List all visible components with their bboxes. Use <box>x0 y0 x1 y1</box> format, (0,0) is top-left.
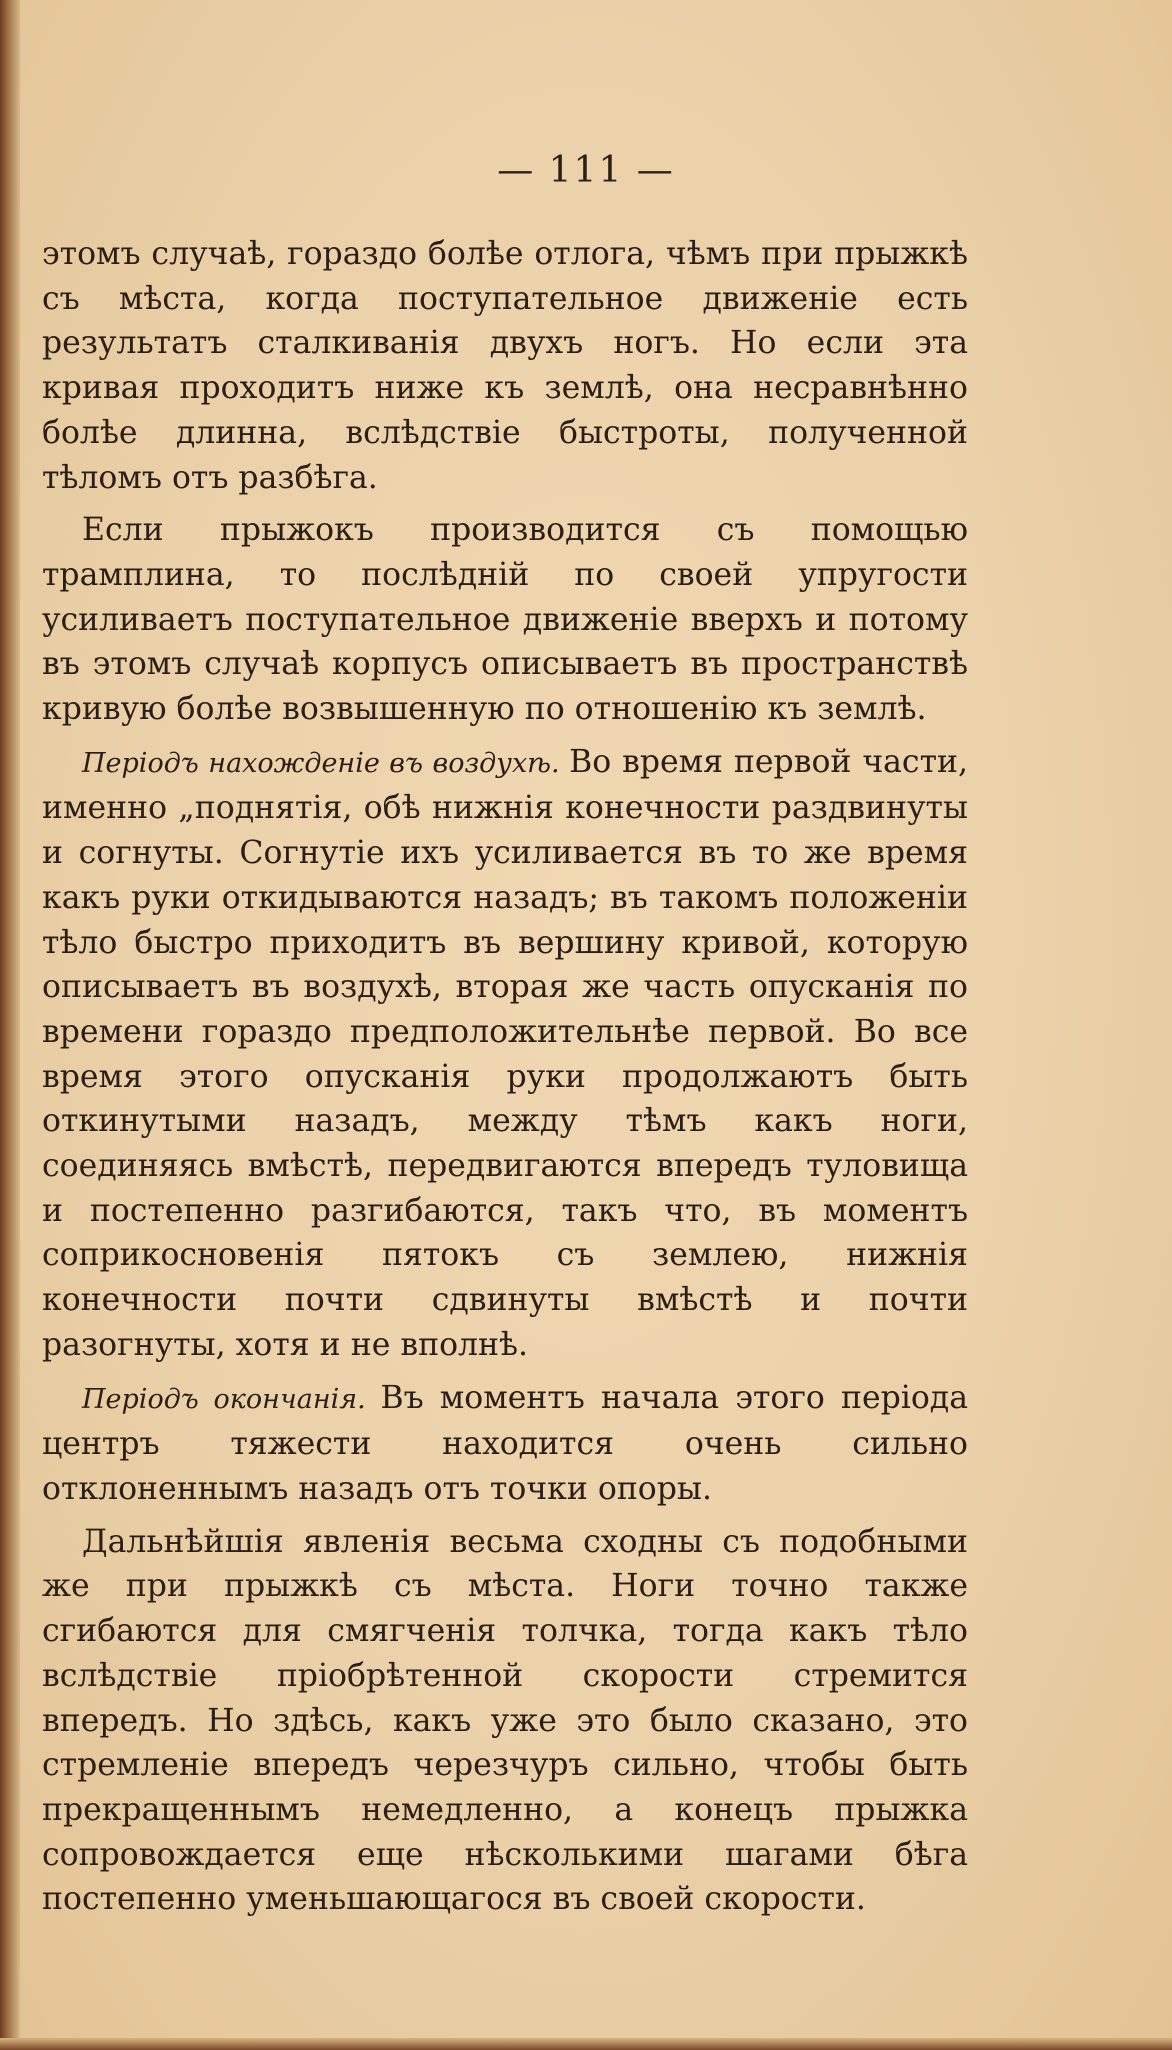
page-binding-edge <box>0 0 20 2050</box>
body-text <box>42 232 968 1922</box>
paragraph-further-phenomena <box>42 1520 968 1922</box>
paragraph-text: Во время первой части, именно „поднятiя, обѣ нижнiя конечности раздвинуты и согнуты. Согнутiе ихъ усиливается въ то же время какъ руки откидываются назадъ; въ такомъ положенiи тѣло быстро приходитъ въ вершину кривой, которую описываетъ въ воздухѣ, вторая же часть опусканiя по времени гораздо предположительнѣе первой. Во все время этого опусканiя руки продолжаютъ быть откинутыми назадъ, между тѣмъ какъ ноги, соединяясь вмѣстѣ, передвигаются впередъ туловища и постепенно разгибаются, такъ что, въ моментъ соприкосновенiя пятокъ съ землею, нижнiя конечности почти сдвинуты вмѣстѣ и почти разогнуты, хотя и не вполнѣ. <box>42 743 968 1363</box>
section-heading: Перiодъ нахожденiе въ воздухѣ. <box>82 747 570 779</box>
paragraph-text: Въ моментъ начала этого перiода центръ тяжести находится очень сильно отклоненнымъ назадъ отъ точки опоры. <box>42 1379 968 1507</box>
paragraph-continuation <box>42 232 968 500</box>
paragraph-ending-period <box>42 1376 968 1512</box>
page-bottom-edge <box>0 2038 1172 2050</box>
page-number: — 111 — <box>497 150 675 191</box>
section-heading: Перiодъ окончанiя. <box>82 1383 381 1415</box>
paragraph-trampoline <box>42 508 968 732</box>
paragraph-text: Если прыжокъ производится съ помощью трамплина, то послѣднiй по своей упругости усиливаетъ поступательное движенiе вверхъ и потому въ этомъ случаѣ корпусъ описываетъ въ пространствѣ кривую болѣе возвышенную по отношенiю къ землѣ. <box>42 512 968 728</box>
paragraph-air-period <box>42 740 968 1368</box>
paragraph-text: этомъ случаѣ, гораздо болѣе отлога, чѣмъ при прыжкѣ съ мѣста, когда поступательное движенiе есть результатъ сталкиванiя двухъ ногъ. Но если эта кривая проходитъ ниже къ землѣ, она несравнѣнно болѣе длинна, вслѣдствiе быстроты, полученной тѣломъ отъ разбѣга. <box>42 236 968 496</box>
paragraph-text: Дальнѣйшiя явленiя весьма сходны съ подобными же при прыжкѣ съ мѣста. Ноги точно также сгибаются для смягченiя толчка, тогда какъ тѣло вслѣдствiе прiобрѣтенной скорости стремится впередъ. Но здѣсь, какъ уже это было сказано, это стремленiе впередъ черезчуръ сильно, чтобы быть прекращеннымъ немедленно, а конецъ прыжка сопровождается еще нѣсколькими шагами бѣга постепенно уменьшающагося въ своей скорости. <box>42 1523 968 1918</box>
